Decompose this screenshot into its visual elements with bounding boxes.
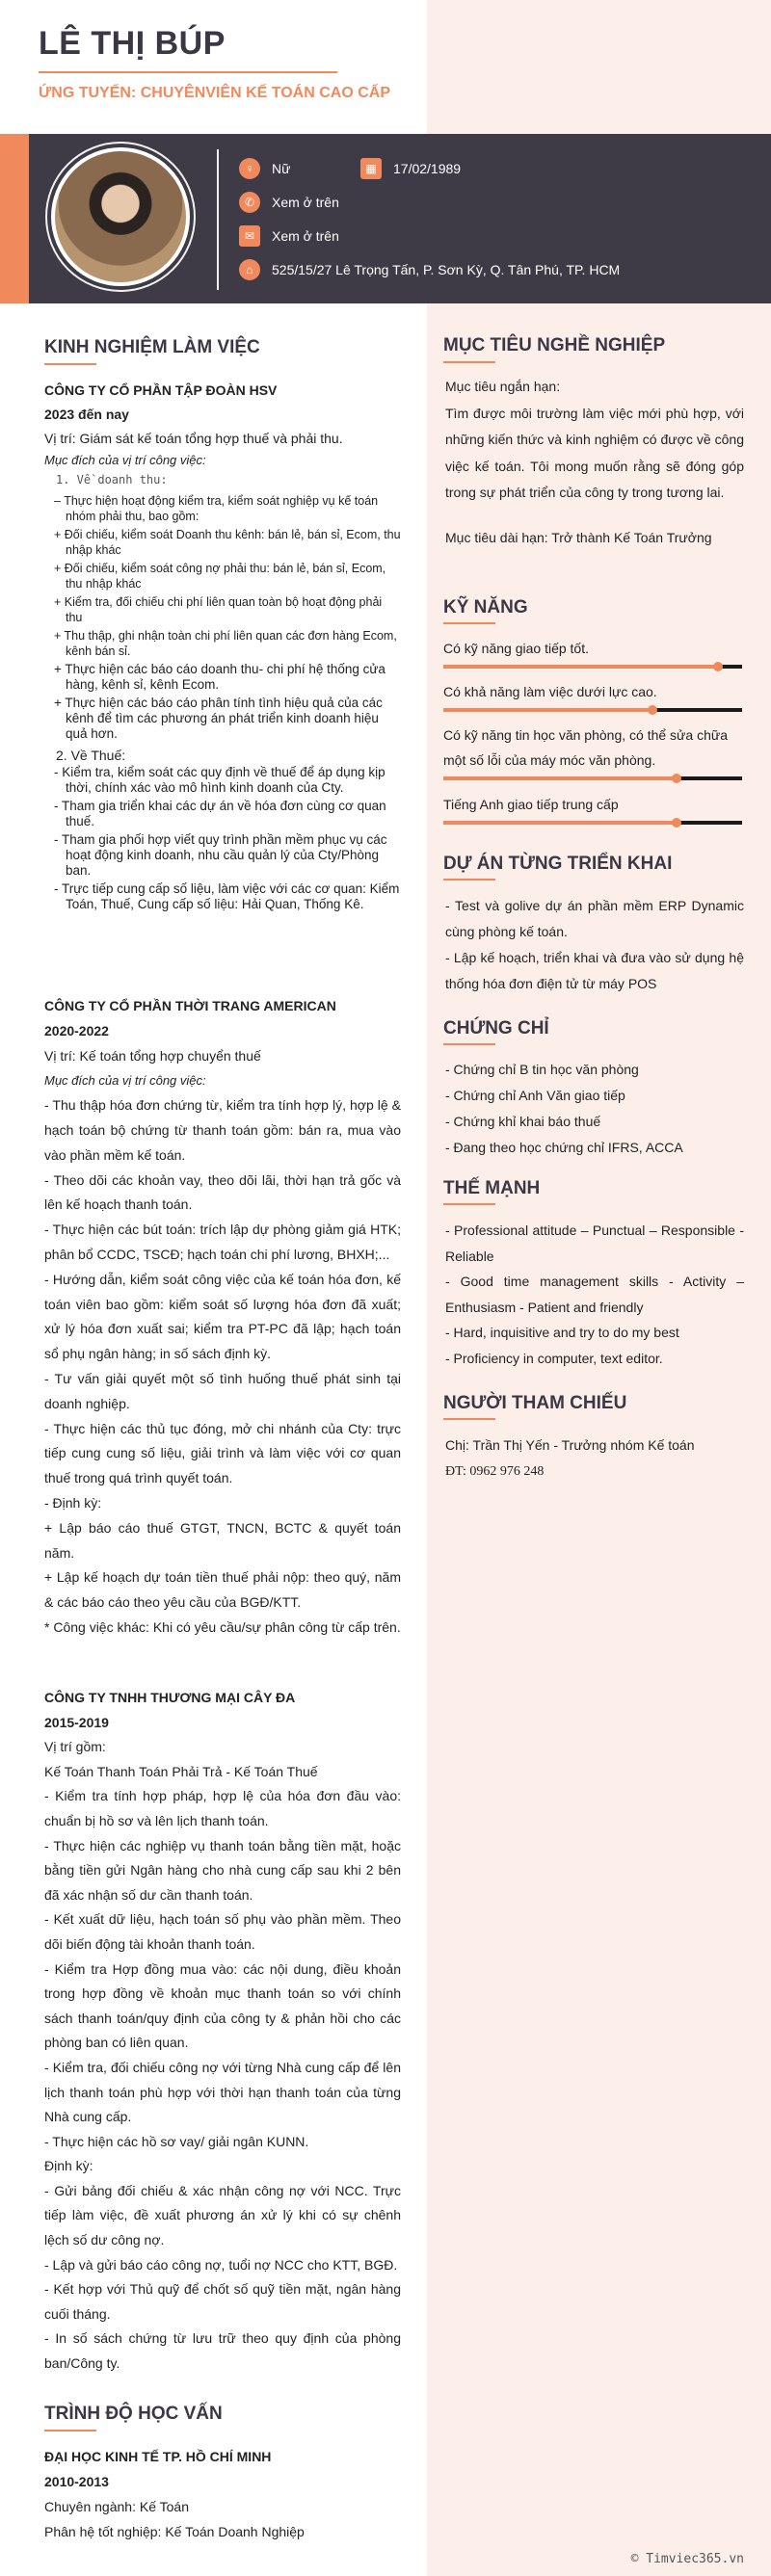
skills-underline: [443, 622, 495, 624]
job-3-line: - In số sách chứng từ lưu trữ theo quy định của phòng ban/Công ty.: [44, 2330, 401, 2372]
education-underline: [44, 2430, 96, 2431]
job-3: [44, 1686, 401, 2377]
certificate-item: - Chứng chỉ B tin học văn phòng: [445, 1062, 639, 1077]
objective-block: [445, 374, 744, 551]
skill-bar-fill: [443, 665, 718, 669]
skill-label: Tiếng Anh giao tiếp trung cấp: [443, 797, 619, 812]
strength-item: - Proficiency in computer, text editor.: [445, 1350, 663, 1366]
dob-value: 17/02/1989: [393, 161, 462, 176]
projects-title: DỰ ÁN TỪNG TRIỂN KHAI: [443, 854, 673, 874]
footer-watermark: © Timviec365.vn: [630, 2552, 744, 2566]
job-3-line: - Kiểm tra, đối chiếu công nợ với từng Nhà cung cấp để lên lịch thanh toán phù hợp với thời hạn thanh toán của từng Nhà cung cấp.: [44, 2059, 401, 2125]
candidate-name: LÊ THỊ BÚP: [39, 25, 226, 62]
skill-bar: [443, 776, 742, 780]
job-1-company: CÔNG TY CỔ PHẦN TẬP ĐOÀN HSV: [44, 382, 278, 398]
job-1-line: 1. Về doanh thu:: [56, 473, 168, 486]
certificate-item: - Đang theo học chứng chỉ IFRS, ACCA: [445, 1140, 683, 1155]
job-1-line: - Trực tiếp cung cấp số liệu, làm việc với các cơ quan: Kiểm Toán, Thuế, Cung cấp số liệu: Hải Quan, Thống Kê.: [54, 881, 400, 911]
skill-item: [443, 792, 742, 825]
education-period: 2010-2013: [44, 2474, 109, 2489]
job-2-line: - Thu thập hóa đơn chứng từ, kiểm tra tính hợp lý, hợp lệ & hạch toán bộ chứng từ thanh toán gồm: bán ra, mua vào vào phần mềm kế toán.: [44, 1097, 401, 1163]
strengths-block: [445, 1218, 744, 1371]
skill-bar: [443, 665, 742, 669]
job-3-position: Vị trí gồm:: [44, 1739, 106, 1755]
gender-icon: ♀: [239, 158, 260, 179]
skill-item: [443, 723, 742, 780]
skill-item: [443, 636, 742, 669]
job-2-company: CÔNG TY CỔ PHẦN THỜI TRANG AMERICAN: [44, 998, 336, 1013]
strengths-underline: [443, 1203, 495, 1205]
skill-item: [443, 679, 742, 712]
certificate-item: - Chứng khỉ khai báo thuế: [445, 1114, 601, 1129]
experience-title: KINH NGHIỆM LÀM VIỆC: [44, 337, 260, 357]
job-2-purpose: Mục đích của vị trí công việc:: [44, 1073, 206, 1089]
strengths-title: THẾ MẠNH: [443, 1178, 541, 1198]
references-title: NGƯỜI THAM CHIẾU: [443, 1393, 627, 1413]
job-1-position: Vị trí: Giám sát kế toán tổng hợp thuế và phải thu.: [44, 431, 343, 446]
job-3-line: - Thực hiện các nghiệp vụ thanh toán bằng tiền mặt, hoặc bằng tiền gửi Ngân hàng cho nhà cung cấp sau khi 2 bên đã xác nhận số dư cần thanh toán.: [44, 1837, 401, 1903]
certificates-title: CHỨNG CHỈ: [443, 1018, 549, 1038]
education-major: Chuyên ngành: Kế Toán: [44, 2499, 189, 2514]
job-3-role: Kế Toán Thanh Toán Phải Trả - Kế Toán Thuế: [44, 1763, 318, 1779]
skill-label: Có khả năng làm việc dưới lực cao.: [443, 684, 657, 699]
strength-item: - Hard, inquisitive and try to do my best: [445, 1325, 679, 1340]
band-divider: [217, 149, 219, 290]
job-1-line: + Thực hiện các báo cáo doanh thu- chi phí hệ thống cửa hàng, kênh sỉ, kênh Ecom.: [54, 662, 386, 692]
location-icon: ⌂: [239, 259, 260, 280]
objective-title: MỤC TIÊU NGHỀ NGHIỆP: [443, 335, 666, 355]
phone-icon: ✆: [239, 192, 260, 213]
skill-bar-knob: [672, 818, 681, 828]
experience-underline: [44, 363, 96, 365]
education-title: TRÌNH ĐỘ HỌC VẤN: [44, 2404, 223, 2424]
skills-title: KỸ NĂNG: [443, 597, 528, 618]
references-block: [445, 1433, 744, 1485]
job-1-line: + Đối chiếu, kiểm soát công nợ phải thu: bán lẻ, bán sỉ, Ecom, thu nhập khác: [54, 562, 386, 591]
job-2: [44, 994, 401, 1641]
skill-bar-fill: [443, 708, 652, 712]
education-block: [44, 2444, 401, 2544]
gender-info: [239, 158, 290, 179]
job-2-line: * Công việc khác: Khi có yêu cầu/sự phân công từ cấp trên.: [44, 1618, 401, 1635]
job-1-line: – Thực hiện hoạt động kiểm tra, kiểm soát nghiệp vụ kế toán nhóm phải thu, bao gồm:: [54, 494, 379, 523]
gender-value: Nữ: [272, 161, 291, 176]
projects-block: [445, 893, 744, 997]
skill-bar: [443, 708, 742, 712]
strength-item: - Professional attitude – Punctual – Responsible - Reliable: [445, 1222, 744, 1264]
job-3-line: - Kiểm tra tính hợp pháp, hợp lệ của hóa đơn đầu vào: chuẩn bị hồ sơ và lên lịch thanh toán.: [44, 1788, 401, 1828]
avatar: [51, 147, 190, 286]
job-2-line: + Lập báo cáo thuế GTGT, TNCN, BCTC & quyết toán năm.: [44, 1519, 401, 1561]
job-3-line: - Kết xuất dữ liệu, hạch toán số phụ vào phần mềm. Theo dõi biến động tài khoản thanh toán.: [44, 1911, 401, 1952]
job-1-line: + Kiểm tra, đối chiếu chi phí liên quan toàn bộ hoạt động phải thu: [54, 595, 383, 624]
skill-bar-fill: [443, 821, 677, 825]
band-accent: [0, 134, 29, 303]
skill-bar: [443, 821, 742, 825]
job-3-line: - Gửi bảng đối chiếu & xác nhận công nợ với NCC. Trực tiếp làm việc, đề xuất phương án xử lý khi có sự chênh lệch số dư công nợ.: [44, 2182, 401, 2248]
skill-bar-fill: [443, 776, 677, 780]
skill-bar-knob: [672, 774, 681, 783]
job-2-period: 2020-2022: [44, 1022, 109, 1038]
objective-short-text: Tìm được môi trường làm việc mới phù hợp, với những kiến thức và kinh nghiệm có được về công việc kế toán. Tôi mong muốn rằng sẽ đóng góp trong sự phát triển của công ty trong tương lai.: [445, 405, 744, 500]
phone-value: Xem ở trên: [272, 195, 339, 210]
address-info: [239, 259, 620, 280]
project-item: - Lập kế hoạch, triển khai và đưa vào sử dụng hệ thống hóa đơn điện tử từ máy POS: [445, 950, 744, 991]
references-underline: [443, 1418, 495, 1420]
job-2-line: - Tư vấn giải quyết một số tình huống thuế phát sinh tại doanh nghiệp.: [44, 1370, 401, 1411]
job-2-line: + Lập kế hoạch dự toán tiền thuế phải nộp: theo quý, năm & các báo cáo theo yêu cầu của BGĐ/KTT.: [44, 1569, 401, 1611]
apply-position: ỨNG TUYỂN: CHUYÊNVIÊN KẾ TOÁN CAO CẤP: [39, 85, 391, 101]
projects-underline: [443, 879, 495, 881]
job-1-line: 2. Về Thuế:: [56, 748, 126, 763]
job-3-line: - Lập và gửi báo cáo công nợ, tuổi nợ NCC cho KTT, BGĐ.: [44, 2256, 398, 2273]
email-info: [239, 225, 339, 247]
job-1: [44, 379, 401, 912]
job-1-line: - Tham gia phối hợp viết quy trình phần mềm phục vụ các hoạt động kinh doanh, nhu cầu quản lý của Cty/Phòng ban.: [54, 832, 387, 878]
job-2-line: - Thực hiện các bút toán: trích lập dự phòng giảm giá HTK; phân bổ CCDC, TSCĐ; hạch toán chi phí lương, BHXH;...: [44, 1222, 401, 1262]
education-subfield: Phân hệ tốt nghiệp: Kế Toán Doanh Nghiệp: [44, 2524, 305, 2539]
dob-info: [360, 158, 461, 179]
certificates-block: [445, 1057, 744, 1161]
calendar-icon: ▦: [360, 158, 382, 179]
skill-bar-knob: [648, 705, 657, 715]
reference-person: Chị: Trần Thị Yến - Trưởng nhóm Kế toán: [445, 1437, 695, 1453]
strength-item: - Good time management skills - Activity – Enthusiasm - Patient and friendly: [445, 1274, 744, 1315]
job-1-line: - Tham gia triển khai các dự án về hóa đơn cùng cơ quan thuế.: [54, 799, 386, 828]
reference-phone: ĐT: 0962 976 248: [445, 1464, 545, 1479]
job-3-company: CÔNG TY TNHH THƯƠNG MẠI CÂY ĐA: [44, 1690, 296, 1705]
job-2-line: - Theo dõi các khoản vay, theo dõi lãi, thời hạn trả gốc và lên kế hoạch thanh toán.: [44, 1171, 401, 1213]
certificates-underline: [443, 1043, 495, 1045]
job-3-line: - Thực hiện các hồ sơ vay/ giải ngân KUNN.: [44, 2133, 309, 2149]
education-school: ĐẠI HỌC KINH TẾ TP. HỒ CHÍ MINH: [44, 2449, 272, 2464]
email-value: Xem ở trên: [272, 228, 339, 244]
name-underline: [39, 71, 337, 73]
job-3-line: Định kỳ:: [44, 2158, 93, 2174]
phone-info: [239, 192, 339, 213]
job-3-line: - Kết hợp với Thủ quỹ để chốt số quỹ tiền mặt, ngân hàng cuối tháng.: [44, 2281, 401, 2322]
job-1-line: + Thực hiện các báo cáo phân tính tình hiệu quả của các kênh để tìm các phương án phát triển kinh doanh hiệu quả hơn.: [54, 696, 383, 741]
job-3-period: 2015-2019: [44, 1714, 109, 1730]
job-1-line: + Thu thập, ghi nhận toàn chi phí liên quan các đơn hàng Ecom, kênh bán sỉ.: [54, 629, 397, 658]
email-icon: ✉: [239, 225, 260, 247]
job-1-line: - Kiểm tra, kiểm soát các quy định về thuế để áp dụng kịp thời, chính xác vào mô hình kinh doanh của Cty.: [54, 765, 386, 795]
skill-label: Có kỹ năng tin học văn phòng, có thể sửa chữa một số lỗi của máy móc văn phòng.: [443, 727, 729, 768]
job-1-line: + Đối chiếu, kiểm soát Doanh thu kênh: bán lẻ, bán sỉ, Ecom, thu nhập khác: [54, 528, 401, 557]
skill-label: Có kỹ năng giao tiếp tốt.: [443, 641, 589, 656]
job-1-period: 2023 đến nay: [44, 407, 129, 422]
certificate-item: - Chứng chỉ Anh Văn giao tiếp: [445, 1088, 625, 1103]
job-3-line: - Kiểm tra Hợp đồng mua vào: các nội dung, điều khoản trong hợp đồng về khoản mục thanh toán so với chính sách thanh toán/quy định của công ty & phản hồi cho các phòng ban có liên quan.: [44, 1960, 401, 2051]
job-1-purpose: Mục đích của vị trí công việc:: [44, 453, 206, 467]
job-2-line: - Hướng dẫn, kiểm soát công việc của kế toán hóa đơn, kế toán viên bao gồm: kiểm soát số lượng hóa đơn đã xuất; xử lý hóa đơn xuất sai; kiểm tra PT-PC đã lập; hạch toán sổ phụ ngân hàng; in số sách định kỳ.: [44, 1271, 401, 1362]
objective-underline: [443, 361, 495, 363]
job-2-line: - Định kỳ:: [44, 1494, 102, 1511]
job-2-position: Vị trí: Kế toán tổng hợp chuyển thuế: [44, 1047, 261, 1064]
project-item: - Test và golive dự án phần mềm ERP Dynamic cùng phòng kế toán.: [445, 898, 744, 939]
objective-long-text: Mục tiêu dài hạn: Trở thành Kế Toán Trưởng: [445, 529, 712, 545]
job-2-line: - Thực hiện các thủ tục đóng, mở chi nhánh của Cty: trực tiếp cung cung số liệu, giải trình và làm việc với cơ quan thuế trong quá trình quyết toán.: [44, 1420, 401, 1486]
objective-short-label: Mục tiêu ngắn hạn:: [445, 379, 561, 394]
address-value: 525/15/27 Lê Trọng Tấn, P. Sơn Kỳ, Q. Tân Phú, TP. HCM: [272, 262, 621, 277]
